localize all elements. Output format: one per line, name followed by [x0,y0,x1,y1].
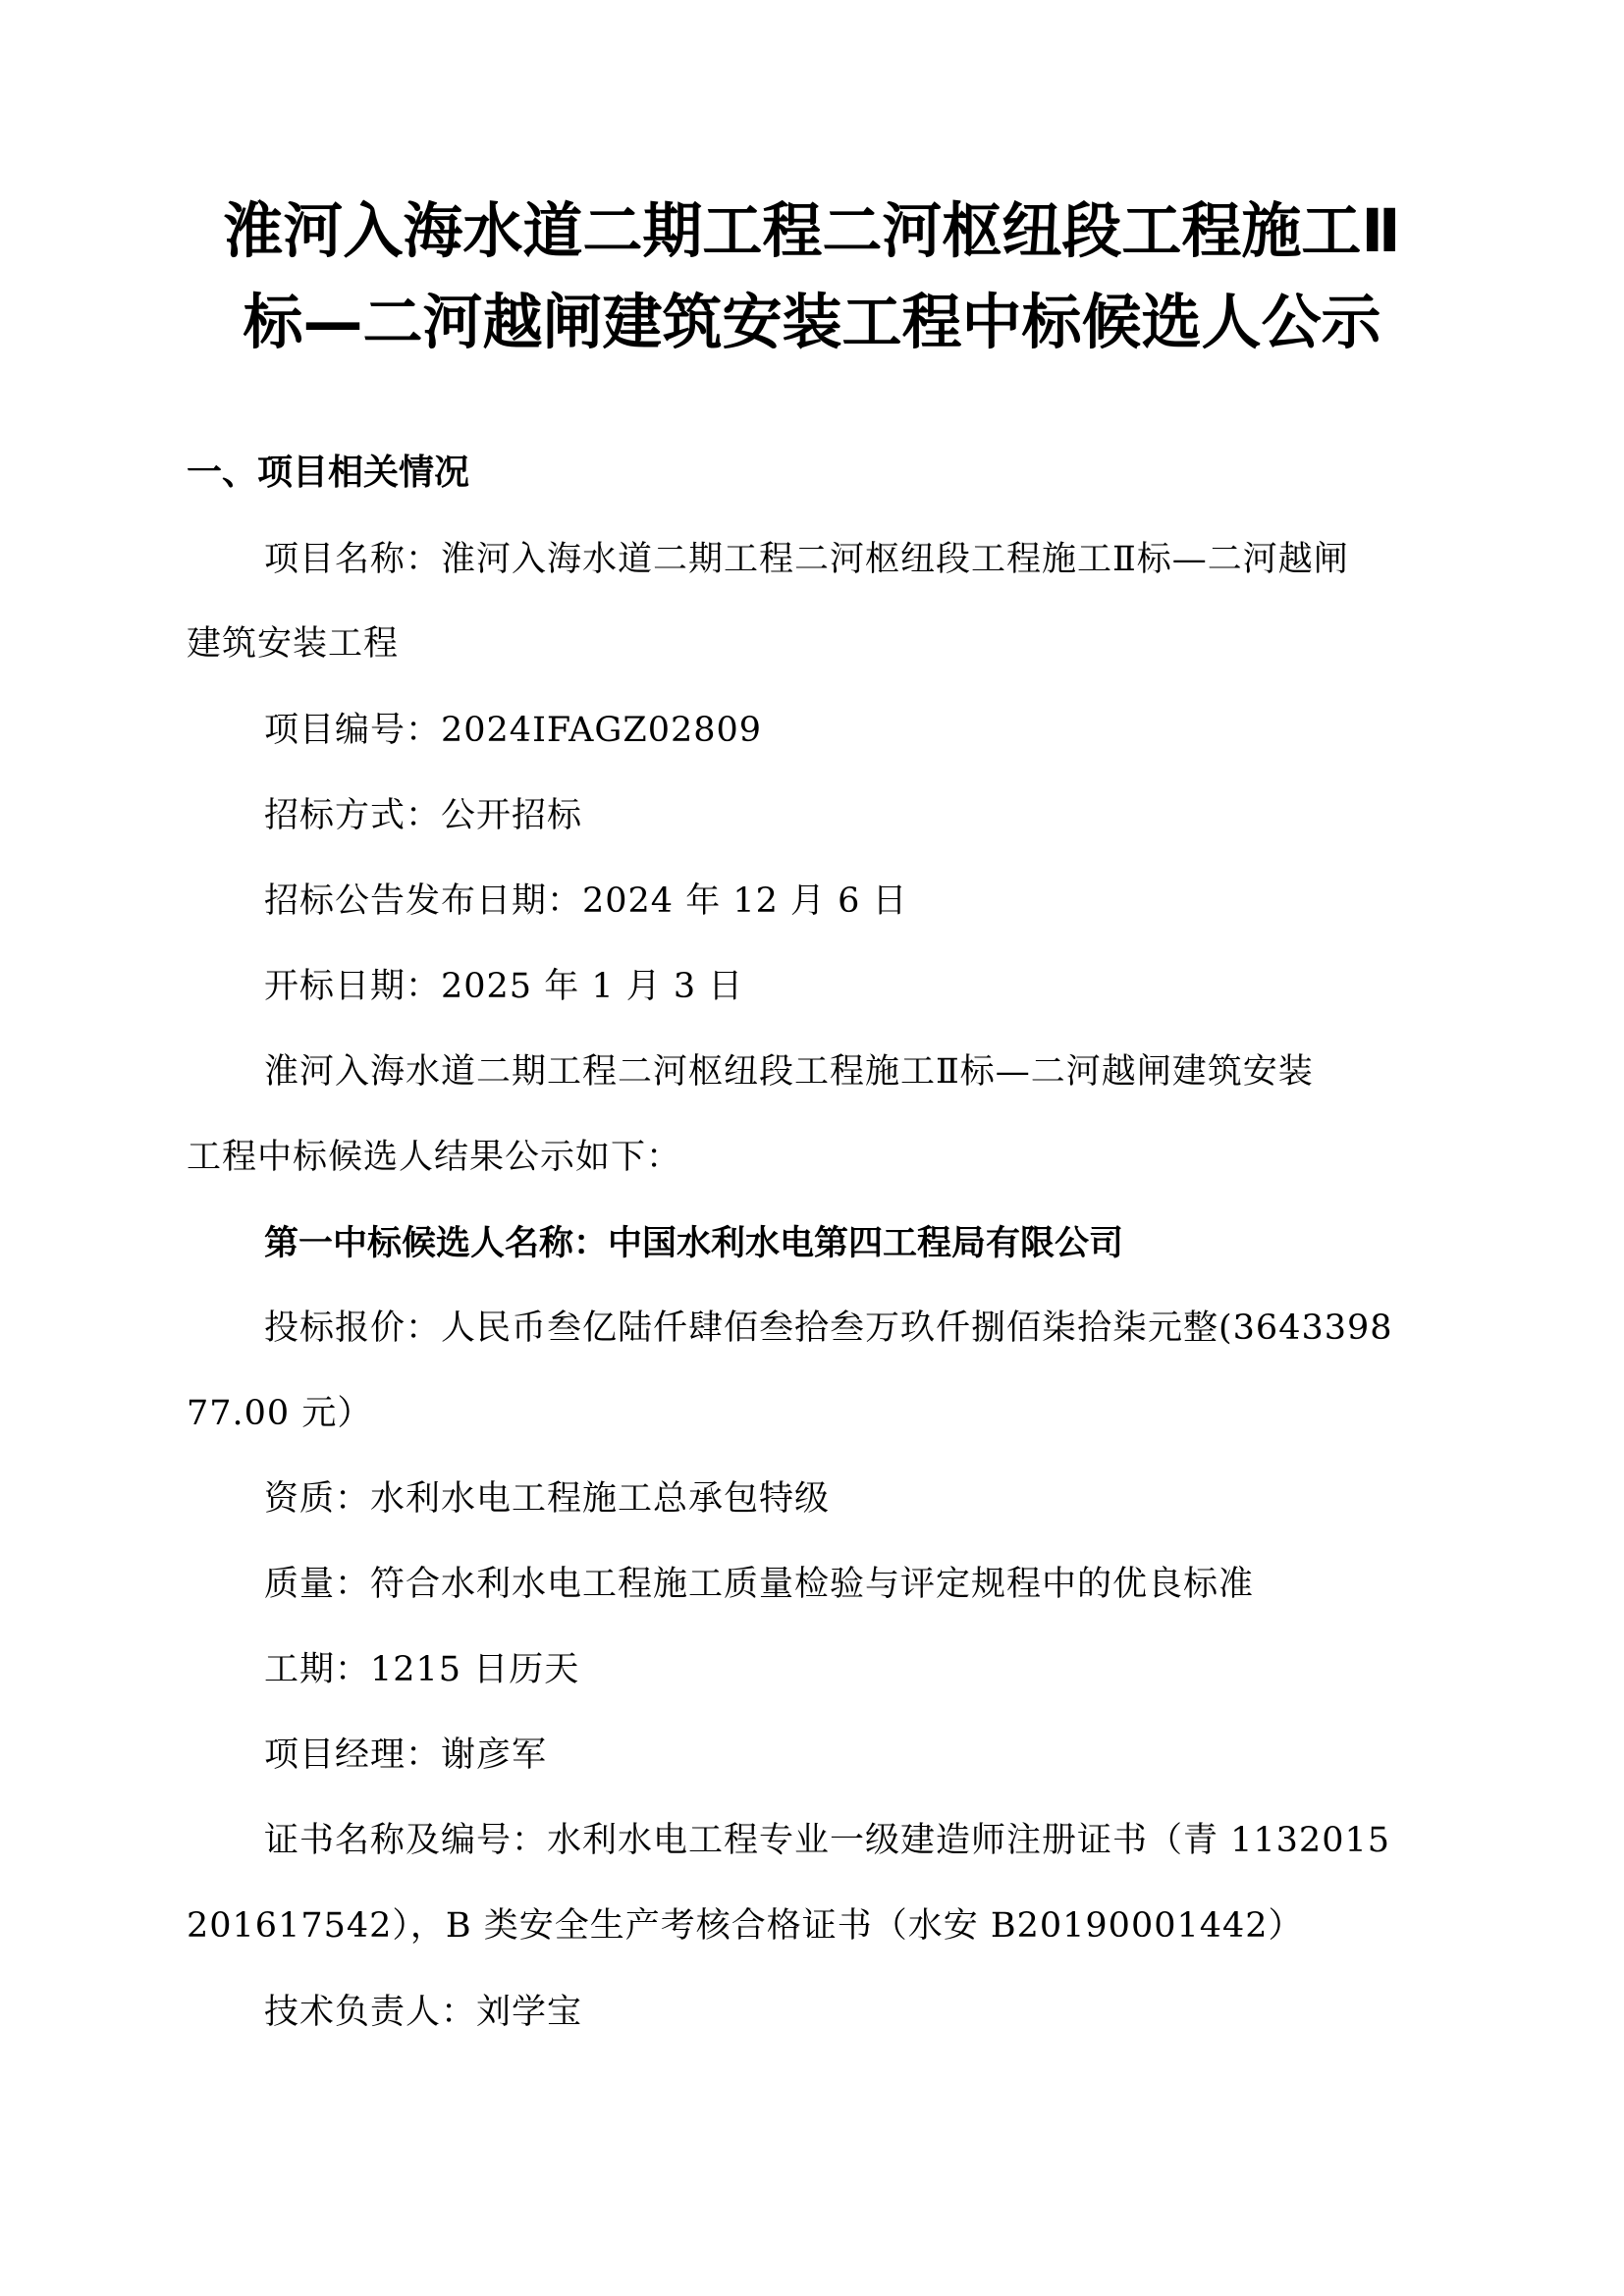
quality-standard: 质量：符合水利水电工程施工质量检验与评定规程中的优良标准 [264,1565,1255,1604]
project-name-line-2: 建筑安装工程 [187,624,400,664]
project-manager: 项目经理：谢彦军 [264,1735,548,1775]
project-name-line-1: 项目名称：淮河入海水道二期工程二河枢纽段工程施工Ⅱ标—二河越闸 [264,540,1349,579]
certificate-line-2: 201617542），B 类安全生产考核合格证书（水安 B20190001442） [187,1906,1304,1946]
announcement-date: 招标公告发布日期：2024 年 12 月 6 日 [264,881,908,921]
result-intro-line-2: 工程中标候选人结果公示如下： [187,1138,682,1177]
result-intro-line-1: 淮河入海水道二期工程二河枢纽段工程施工Ⅱ标—二河越闸建筑安装 [264,1052,1314,1092]
first-candidate-name: 第一中标候选人名称：中国水利水电第四工程局有限公司 [264,1224,1124,1263]
section-heading-project-info: 一、项目相关情况 [187,453,470,493]
document-title-line-1: 淮河入海水道二期工程二河枢纽段工程施工Ⅱ [223,196,1401,266]
bid-price-line-2: 77.00 元） [187,1394,373,1433]
technical-lead: 技术负责人：刘学宝 [264,1993,583,2032]
qualification: 资质：水利水电工程施工总承包特级 [264,1479,831,1519]
tender-method: 招标方式：公开招标 [264,796,583,835]
construction-duration: 工期：1215 日历天 [264,1650,580,1689]
project-number: 项目编号：2024IFAGZ02809 [264,711,763,750]
document-title-line-2: 标—二河越闸建筑安装工程中标候选人公示 [243,288,1381,357]
bid-price-line-1: 投标报价：人民币叁亿陆仟肆佰叁拾叁万玖仟捌佰柒拾柒元整(3643398 [264,1308,1393,1348]
opening-date: 开标日期：2025 年 1 月 3 日 [264,967,744,1006]
certificate-line-1: 证书名称及编号：水利水电工程专业一级建造师注册证书（青 1132015 [264,1821,1391,1860]
